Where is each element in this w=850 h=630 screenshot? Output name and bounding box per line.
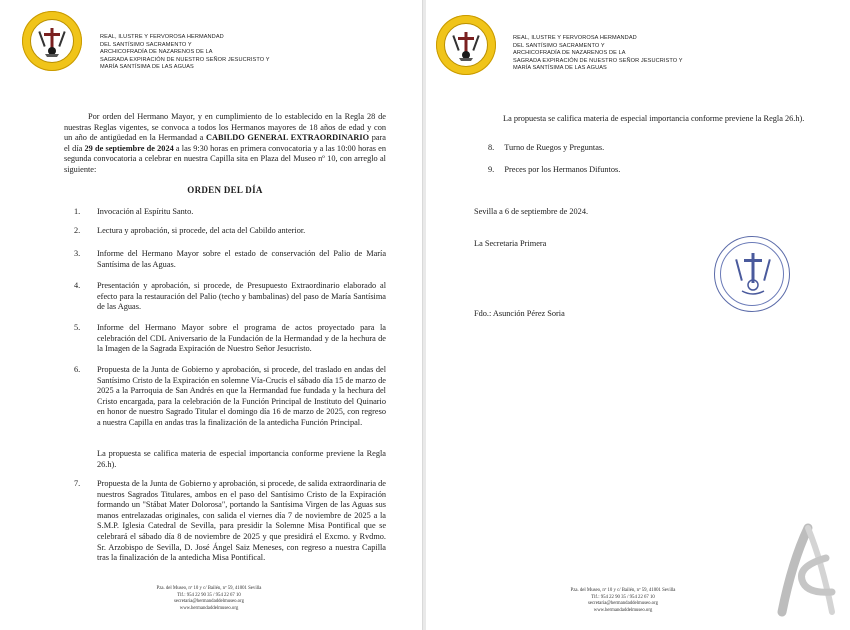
brotherhood-crest-icon [22, 11, 82, 71]
footer-email: secretaria@hermandaddelmuseo.org [588, 601, 658, 607]
agenda-note: La propuesta se califica materia de especial importancia conforme previene la Regla 26.h). [97, 449, 386, 469]
watermark-logo-icon [774, 522, 840, 623]
brotherhood-seal-icon [714, 236, 790, 312]
brotherhood-line: SAGRADA EXPIRACIÓN DE NUESTRO SEÑOR JESUCRISTO Y [513, 57, 683, 64]
document-page-left [0, 0, 423, 630]
brotherhood-name [513, 35, 683, 73]
footer-phone: Tlf.: 954 22 90 35 / 954 22 67 10 [591, 594, 655, 600]
intro-bold-date: 29 de septiembre de 2024 [84, 143, 174, 153]
footer-address: Pza. del Museo, nº 10 y c/ Bailén, nº 59, 41001 Sevilla [156, 586, 262, 591]
agenda-number: 4. [74, 281, 81, 290]
agenda-item [488, 165, 828, 176]
intro-bold-cabildo: CABILDO GENERAL EXTRAORDINARIO [206, 133, 370, 143]
brotherhood-line: REAL, ILUSTRE Y FERVOROSA HERMANDAD [513, 35, 637, 41]
page-footer [558, 588, 688, 614]
agenda-number: 1. [74, 207, 81, 216]
order-of-day-title: ORDEN DEL DÍA [187, 185, 263, 195]
agenda-number: 3. [74, 249, 81, 258]
agenda-text: Propuesta de la Junta de Gobierno y aprobación, si procede, de salida extraordinaria de nuestros Sagrados Titulares, ambos en el paso del Santísimo Cristo de la Expiración formando un "Stábat Mater Dolorosa", portando la Santísima Virgen de las Aguas sus manos entrelazadas originales, con salida el viernes día 7 de noviembre de 2025 a la S.M.P. Iglesia Catedral de Sevilla, para presidir la Solemne Misa Pontifical que se celebrará el sábado día 8 de noviembre de 2025 y que presidirá el Excmo. y Rvdmo. Sr. Arzobispo de Sevilla, D. José Ángel Saiz Meneses, con regreso a nuestra Capilla tras la finalización de la antedicha Misa Pontifical. [97, 479, 386, 563]
agenda-number: 7. [74, 479, 81, 488]
convocation-paragraph [64, 112, 386, 176]
footer-phone: Tlf.: 954 22 90 35 / 954 22 67 10 [177, 592, 241, 598]
agenda-number: 6. [74, 365, 81, 374]
agenda-text: Informe del Hermano Mayor sobre el estado de conservación del Palio de María Santísima de las Aguas. [97, 249, 386, 269]
brotherhood-line: DEL SANTÍSIMO SACRAMENTO Y [100, 41, 192, 48]
intro-text: Por orden del Hermano Mayor, y en cumplimiento de lo establecido en la Regla 28 de nuestras Reglas vigentes, se convoca a todos los Hermanos mayores de 18 años de edad y con un año de antigüedad en la Hermandad a [64, 112, 386, 143]
brotherhood-line: MARÍA SANTÍSIMA DE LAS AGUAS [513, 65, 607, 71]
intro-text: a las 9:30 horas en primera convocatoria y a las 10:00 horas en segunda convocatoria a celebrar en nuestra Capilla sita en Plaza del Museo nº 10, con arreglo al siguiente: [64, 143, 386, 174]
agenda-number: 5. [74, 323, 81, 332]
secretary-title: La Secretaria Primera [474, 239, 547, 248]
agenda-text: Preces por los Hermanos Difuntos. [504, 165, 621, 174]
brotherhood-line: ARCHICOFRADÍA DE NAZARENOS DE LA [513, 50, 626, 56]
brotherhood-line: SAGRADA EXPIRACIÓN DE NUESTRO SEÑOR JESUCRISTO Y [100, 56, 270, 63]
brotherhood-line: ARCHICOFRADÍA DE NAZARENOS DE LA [100, 49, 213, 55]
brotherhood-line: DEL SANTÍSIMO SACRAMENTO Y [513, 42, 605, 49]
agenda-item [488, 143, 828, 154]
continuation-note: La propuesta se califica materia de especial importancia conforme previene la Regla 26.h). [503, 114, 805, 123]
brotherhood-name [100, 34, 270, 72]
brotherhood-crest-icon [436, 15, 496, 75]
footer-email: secretaria@hermandaddelmuseo.org [174, 599, 244, 605]
agenda-number: 2. [74, 226, 81, 235]
brotherhood-line: MARÍA SANTÍSIMA DE LAS AGUAS [100, 64, 194, 70]
brotherhood-line: REAL, ILUSTRE Y FERVOROSA HERMANDAD [100, 34, 224, 40]
agenda-text: Presentación y aprobación, si procede, de Presupuesto Extraordinario elaborado al efecto para la restauración del Palio (techo y bambalinas) del paso de María Santísima de las Aguas. [97, 281, 386, 312]
agenda-text: Propuesta de la Junta de Gobierno y aprobación, si procede, del traslado en andas del Santísimo Cristo de la Expiración en solemne Vía-Crucis el sábado día 15 de marzo de 2025 a la Parroquia de San Andrés en que la Hermandad fue fundada y la hechura del Cristo encargada, para la celebración de la Función Principal de Instituto del Quinario en honor de nuestro Sagrado Titular el domingo día 16 de marzo de 2025, con regreso a nuestra Capilla en andas tras la finalización de la antedicha Función Principal. [97, 365, 386, 427]
footer-web: www.hermandaddelmuseo.org [593, 607, 653, 613]
intro-text: para el día [64, 133, 386, 153]
agenda-text: Informe del Hermano Mayor sobre el programa de actos proyectado para la celebración del CDL Aniversario de la Fundación de la Hermandad y de la hechura de la Imagen de la Sagrada Expiración de Nuestro Señor Jesucristo. [97, 323, 386, 354]
agenda-text: Lectura y aprobación, si procede, del acta del Cabildo anterior. [97, 226, 306, 235]
page-footer [144, 586, 274, 612]
agenda-number: 9. [488, 165, 495, 174]
footer-web: www.hermandaddelmuseo.org [179, 605, 239, 611]
date-line: Sevilla a 6 de septiembre de 2024. [474, 207, 589, 216]
agenda-text: Turno de Ruegos y Preguntas. [504, 143, 605, 152]
footer-address: Pza. del Museo, nº 10 y c/ Bailén, nº 59, 41001 Sevilla [570, 588, 676, 593]
agenda-number: 8. [488, 143, 495, 152]
agenda-text: Invocación al Espíritu Santo. [97, 207, 194, 216]
signature-line: Fdo.: Asunción Pérez Soria [474, 309, 565, 318]
